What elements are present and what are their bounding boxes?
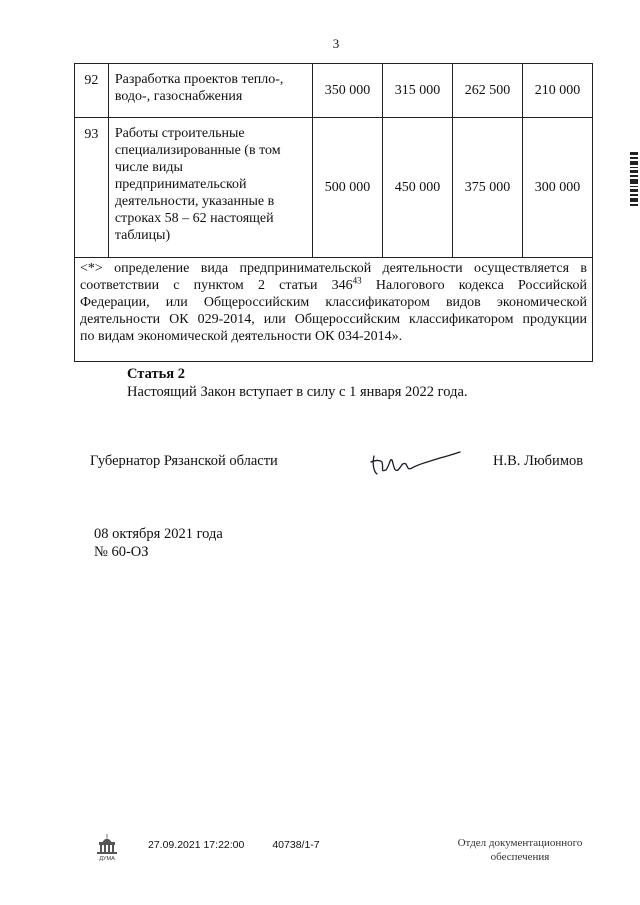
footnote-line: Федерации, или Общероссийским классификатором видов экономической	[80, 295, 587, 310]
page-number: 3	[332, 36, 340, 51]
article-text: Настоящий Закон вступает в силу с 1 января 2022 года.	[127, 384, 468, 400]
signatory-title: Губернатор Рязанской области	[90, 453, 278, 469]
footnote-line: по видам экономической деятельности ОК 034-2014».	[80, 329, 403, 344]
value-cell: 375 000	[452, 118, 522, 258]
stamp-doc-id: 40738/1-7	[272, 839, 320, 851]
department-line: обеспечения	[490, 851, 550, 863]
department-stamp	[440, 836, 600, 864]
signature-image	[368, 448, 468, 487]
activity-name: Работы строительные специализированные (в том числе виды предпринимательской деятельности, указанные в строках 58 – 62 настоящей таблицы)	[108, 118, 312, 258]
svg-text:ДУМА: ДУМА	[99, 856, 115, 862]
duma-logo-icon	[92, 832, 122, 867]
value-cell: 315 000	[382, 64, 452, 118]
table-footnote	[75, 258, 593, 362]
row-number: 92	[75, 64, 109, 118]
department-line: Отдел документационного	[457, 837, 583, 849]
row-number: 93	[75, 118, 109, 258]
value-cell: 300 000	[522, 118, 592, 258]
value-cell: 262 500	[452, 64, 522, 118]
side-barcode	[630, 152, 638, 213]
table-note-row	[75, 258, 593, 362]
activity-name: Разработка проектов тепло-, водо-, газоснабжения	[108, 64, 312, 118]
table-row	[75, 118, 593, 258]
signatory-name: Н.В. Любимов	[493, 453, 584, 469]
value-cell: 210 000	[522, 64, 592, 118]
article-superscript: 43	[352, 275, 362, 286]
table-row	[75, 64, 593, 118]
rates-table	[74, 63, 593, 362]
footnote-line: <*> определение вида предпринимательской деятельности осуществляется в	[80, 261, 587, 276]
footnote-line: соответствии с пунктом 2 статьи $346^{43}$ Налогового кодекса Российской	[80, 275, 587, 293]
stamp-timestamp: 27.09.2021 17:22:00	[148, 839, 245, 851]
value-cell: 350 000	[312, 64, 382, 118]
value-cell: 500 000	[312, 118, 382, 258]
footnote-line: деятельности ОК 029-2014, или Общероссийским классификатором продукции	[80, 312, 587, 327]
value-cell: 450 000	[382, 118, 452, 258]
registration-stamp	[148, 839, 348, 851]
law-date: 08 октября 2021 года	[94, 526, 223, 542]
article-title: Статья 2	[127, 366, 185, 382]
law-number: № 60-ОЗ	[94, 544, 149, 560]
